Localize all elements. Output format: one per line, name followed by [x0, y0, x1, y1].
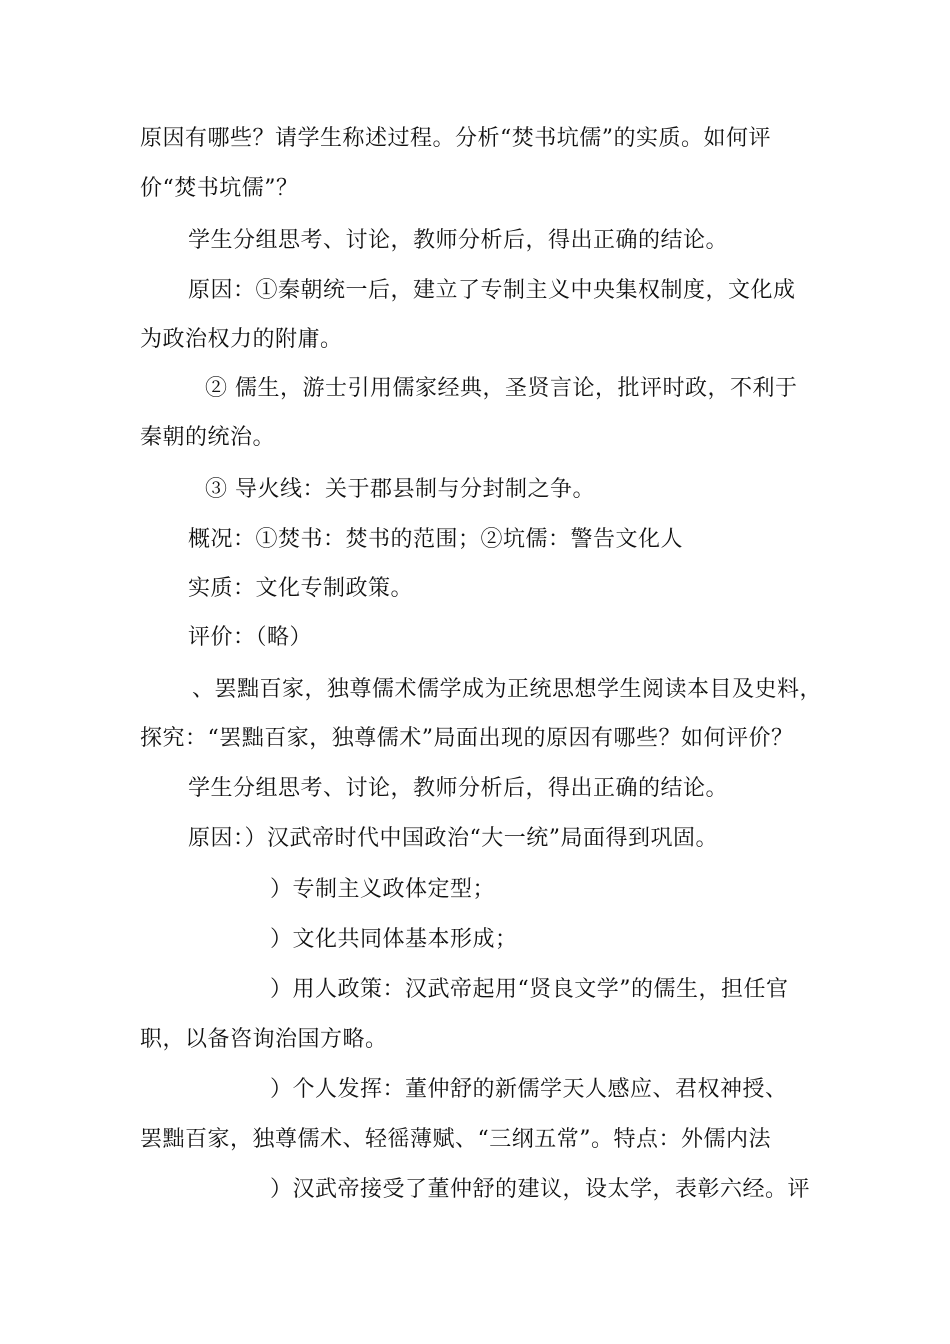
text-line: 、罢黜百家，独尊儒术儒学成为正统思想学生阅读本目及史料，: [192, 677, 823, 702]
text-line: ② 儒生，游士引用儒家经典，圣贤言论，批评时政，不利于: [205, 376, 798, 401]
text-line: ）汉武帝接受了董仲舒的建议，设太学，表彰六经。评: [270, 1177, 811, 1202]
text-line: 概况：①焚书：焚书的范围；②坑儒：警告文化人: [188, 527, 684, 552]
text-line: 职，以备咨询治国方略。: [140, 1027, 388, 1052]
text-line: 秦朝的统治。: [140, 425, 276, 450]
text-line: 学生分组思考、讨论，教师分析后，得出正确的结论。: [188, 228, 729, 253]
text-line: 价“焚书坑儒”？: [140, 176, 299, 201]
text-line: ）文化共同体基本形成；: [270, 927, 518, 952]
text-line: ）用人政策：汉武帝起用“贤良文学”的儒生，担任官: [270, 977, 789, 1002]
text-line: 为政治权力的附庸。: [140, 327, 343, 352]
text-line: 实质：文化专制政策。: [188, 576, 414, 601]
text-line: 原因：）汉武帝时代中国政治“大一统”局面得到巩固。: [188, 826, 718, 851]
text-line: ）专制主义政体定型；: [270, 877, 496, 902]
text-line: 罢黜百家，独尊儒术、轻徭薄赋、“三纲五常”。特点：外儒内法: [140, 1127, 771, 1152]
text-line: 评价：（略）: [188, 625, 313, 650]
text-line: 学生分组思考、讨论，教师分析后，得出正确的结论。: [188, 776, 729, 801]
text-line: ）个人发挥：董仲舒的新儒学天人感应、君权神授、: [270, 1077, 788, 1102]
text-line: ③ 导火线：关于郡县制与分封制之争。: [205, 477, 595, 502]
text-line: 探究：“罢黜百家，独尊儒术”局面出现的原因有哪些？如何评价？: [140, 726, 794, 751]
text-line: 原因有哪些？请学生称述过程。分析“焚书坑儒”的实质。如何评: [140, 126, 771, 151]
text-line: 原因：①秦朝统一后，建立了专制主义中央集权制度，文化成: [188, 278, 796, 303]
